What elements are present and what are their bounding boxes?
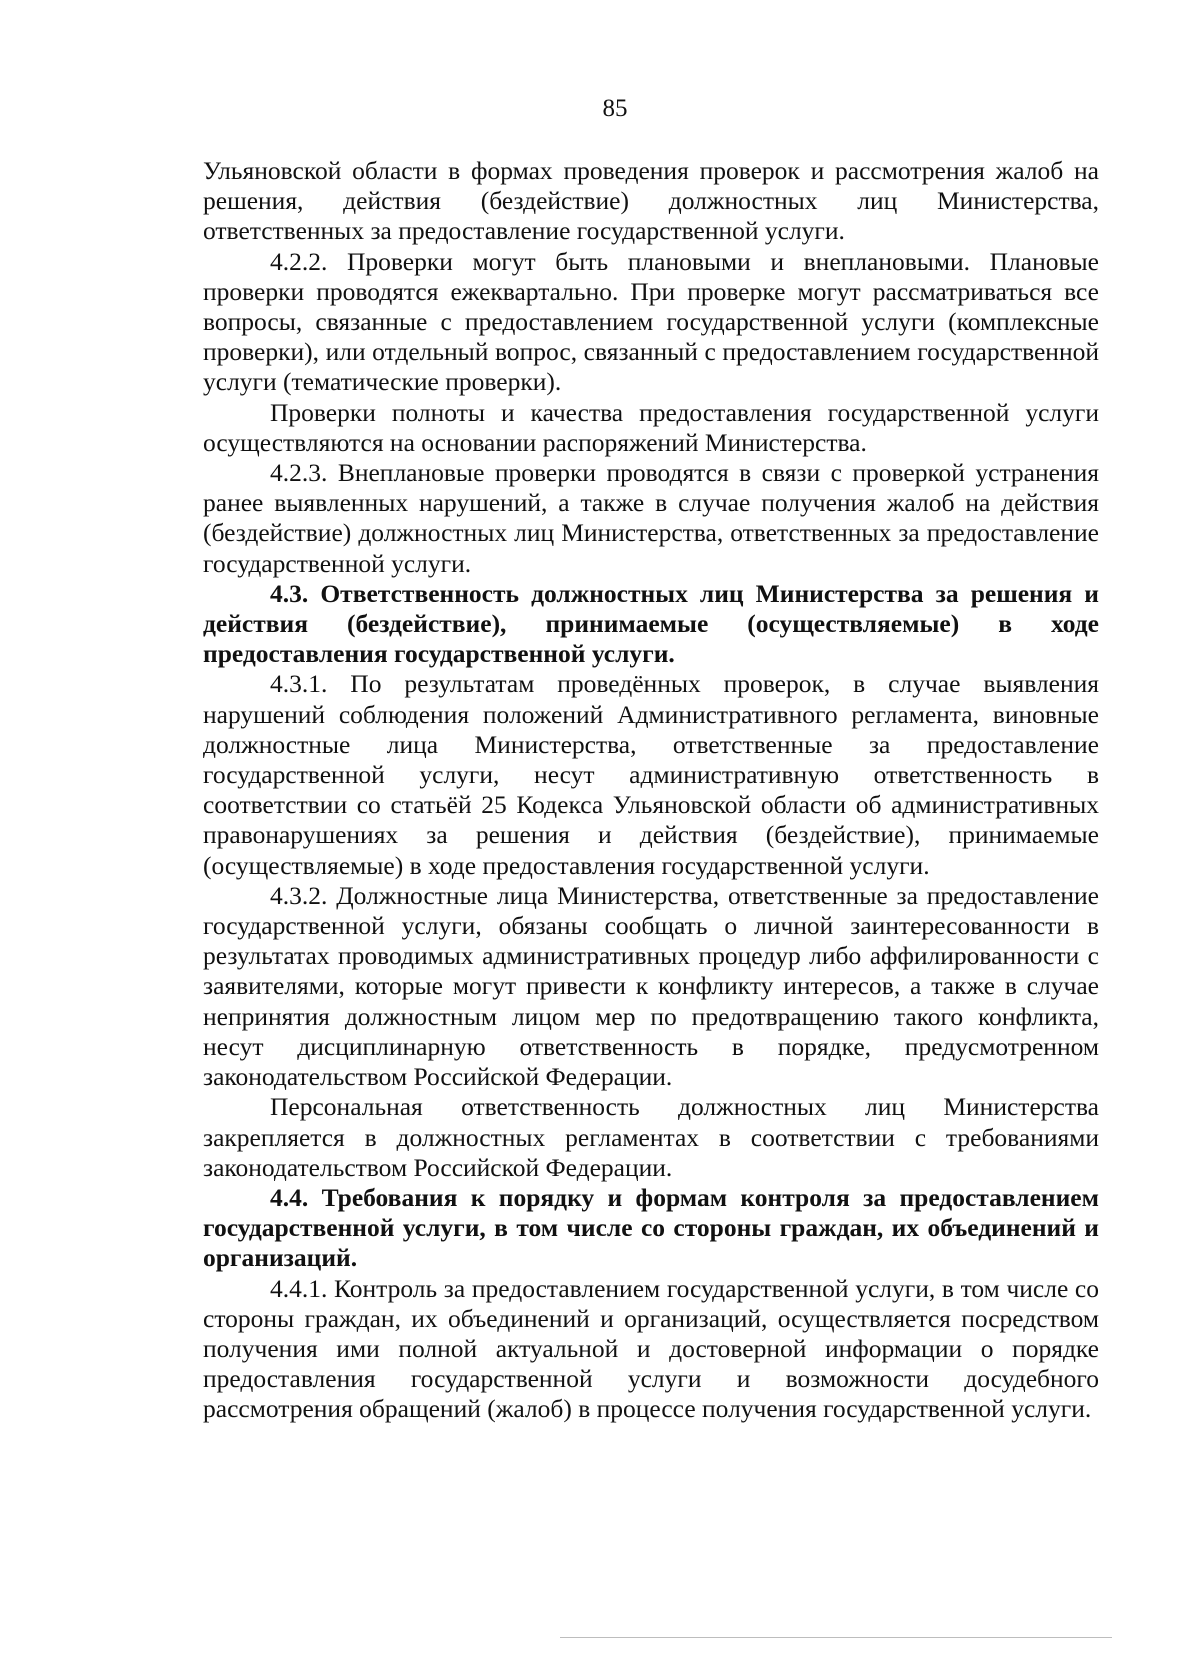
page-number: 85 bbox=[602, 95, 628, 122]
section-heading-4-4: 4.4. Требования к порядку и формам контроля за предоставлением государственной услуги, в том числе со стороны граждан, их объединений и организаций. bbox=[203, 1182, 1099, 1273]
paragraph-inspections-basis: Проверки полноты и качества предоставления государственной услуги осуществляются на основании распоряжений Министерства. bbox=[203, 397, 1099, 457]
footer-divider bbox=[560, 1637, 1112, 1638]
paragraph-personal-responsibility: Персональная ответственность должностных лиц Министерства закрепляется в должностных регламентах в соответствии с требованиями законодательством Российской Федерации. bbox=[203, 1092, 1099, 1182]
paragraph-4-4-1: 4.4.1. Контроль за предоставлением государственной услуги, в том числе со стороны граждан, их объединений и организаций, осуществляется посредством получения ими полной актуальной и достоверной информации о порядке предоставления государственной услуги и возможности досудебного рассмотрения обращений (жалоб) в процессе получения государственной услуги. bbox=[203, 1273, 1099, 1424]
document-body bbox=[203, 156, 1099, 1425]
paragraph-4-3-1: 4.3.1. По результатам проведённых проверок, в случае выявления нарушений соблюдения положений Административного регламента, виновные должностные лица Министерства, ответственные за предоставление государственной услуги, несут административную ответственность в соответствии со статьёй 25 Кодекса Ульяновской области об административных правонарушениях за решения и действия (бездействие), принимаемые (осуществляемые) в ходе предоставления государственной услуги. bbox=[203, 669, 1099, 880]
paragraph-continuation: Ульяновской области в формах проведения проверок и рассмотрения жалоб на решения, действия (бездействие) должностных лиц Министерства, ответственных за предоставление государственной услуги. bbox=[203, 156, 1099, 246]
paragraph-4-2-3: 4.2.3. Внеплановые проверки проводятся в связи с проверкой устранения ранее выявленных нарушений, а также в случае получения жалоб на действия (бездействие) должностных лиц Министерства, ответственных за предоставление государственной услуги. bbox=[203, 458, 1099, 578]
paragraph-4-2-2: 4.2.2. Проверки могут быть плановыми и внеплановыми. Плановые проверки проводятся ежеквартально. При проверке могут рассматриваться все вопросы, связанные с предоставлением государственной услуги (комплексные проверки), или отдельный вопрос, связанный с предоставлением государственной услуги (тематические проверки). bbox=[203, 246, 1099, 397]
paragraph-4-3-2: 4.3.2. Должностные лица Министерства, ответственные за предоставление государственной услуги, обязаны сообщать о личной заинтересованности в результатах проводимых административных процедур либо аффилированности с заявителями, которые могут привести к конфликту интересов, а также в случае непринятия должностным лицом мер по предотвращению такого конфликта, несут дисциплинарную ответственность в порядке, предусмотренном законодательством Российской Федерации. bbox=[203, 880, 1099, 1092]
section-heading-4-3: 4.3. Ответственность должностных лиц Министерства за решения и действия (бездействие), принимаемые (осуществляемые) в ходе предоставления государственной услуги. bbox=[203, 578, 1099, 669]
